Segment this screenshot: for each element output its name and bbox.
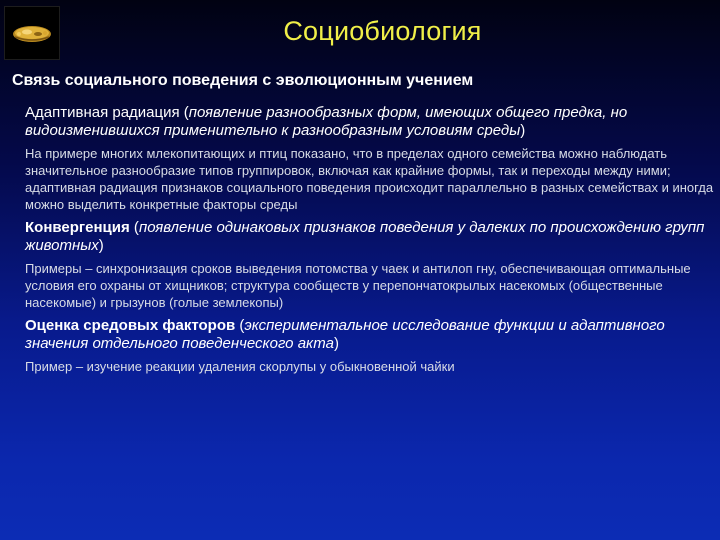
list-item	[25, 219, 715, 311]
content-area	[25, 104, 715, 381]
item-description: экспериментальное исследование функции и адаптивного значения отдельного поведенческого акта	[25, 317, 665, 352]
item-example: На примере многих млекопитающих и птиц показано, что в пределах одного семейства можно наблюдать значительное разнообразие типов группировок, включая как крайние формы, так и переходы между ними; адаптивная радиация признаков социального поведения происходит параллельно в разных семействах и иногда можно выделить конкретные факторы среды	[25, 146, 714, 212]
item-description: появление разнообразных форм, имеющих общего предка, но видоизменившихся применительно к разнообразным условиям среды	[25, 104, 628, 139]
paren-open: (	[235, 317, 245, 334]
item-term: Конвергенция	[25, 219, 130, 236]
paren-open: (	[129, 219, 139, 236]
list-item	[25, 104, 715, 213]
paren-open: (	[179, 104, 189, 121]
item-term: Адаптивная радиация	[25, 104, 180, 121]
item-heading	[25, 317, 715, 353]
item-heading	[25, 104, 715, 140]
item-term: Оценка средовых факторов	[25, 317, 236, 334]
paren-close: )	[98, 237, 104, 254]
paren-close: )	[333, 335, 339, 352]
list-item	[25, 317, 715, 375]
item-example: Примеры – синхронизация сроков выведения потомства у чаек и антилоп гну, обеспечивающая оптимальные условия его охраны от хищников; структура сообществ у перепончатокрылых насекомых (общественные насекомые) и грызунов (голые землекопы)	[25, 261, 691, 310]
paren-close: )	[520, 122, 526, 139]
item-heading	[25, 219, 715, 255]
item-description: появление одинаковых признаков поведения у далеких по происхождению групп животных	[25, 219, 705, 254]
slide-title: Социобиология	[283, 16, 482, 46]
slide-subtitle: Связь социального поведения с эволюционным учением	[12, 72, 474, 89]
item-example: Пример – изучение реакции удаления скорлупы у обыкновенной чайки	[25, 359, 455, 374]
